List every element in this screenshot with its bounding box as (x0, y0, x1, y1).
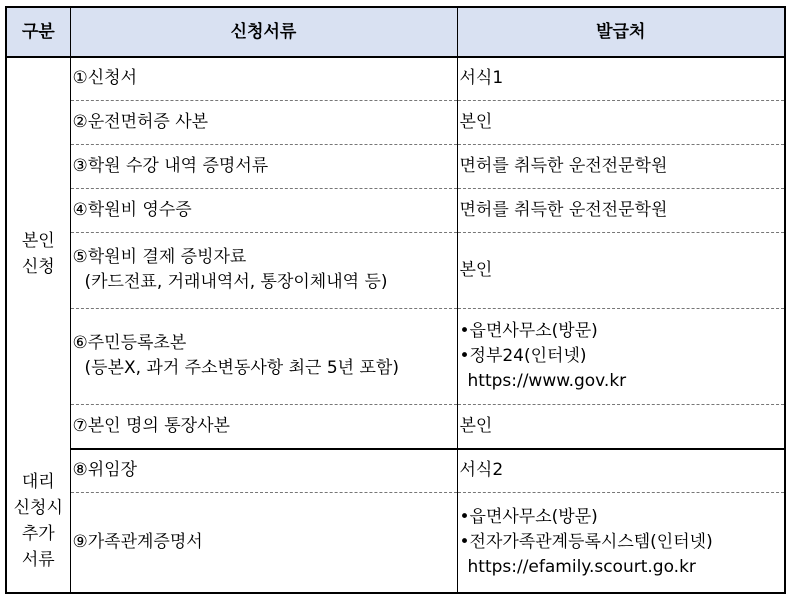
issuer-cell: 본인 (457, 232, 785, 308)
doc-cell: ⑧위임장 (70, 449, 457, 492)
doc-cell: ④학원비 영수증 (70, 188, 457, 232)
doc-cell: ⑦본인 명의 통장사본 (70, 404, 457, 449)
header-row (6, 7, 785, 57)
header-category: 구분 (6, 7, 70, 57)
issuer-cell: •읍면사무소(방문) •정부24(인터넷) https://www.gov.kr (457, 308, 785, 404)
efamily-url-link[interactable]: https://efamily.scourt.go.kr (467, 556, 696, 577)
issuer-cell: 면허를 취득한 운전전문학원 (457, 188, 785, 232)
table-row (6, 100, 785, 144)
table-row (6, 404, 785, 449)
doc-cell: ⑥주민등록초본 (등본X, 과거 주소변동사항 최근 5년 포함) (70, 308, 457, 404)
doc-cell: ②운전면허증 사본 (70, 100, 457, 144)
document-table (5, 6, 786, 594)
doc-cell: ①신청서 (70, 57, 457, 100)
header-documents: 신청서류 (70, 7, 457, 57)
table-row (6, 492, 785, 593)
table-row (6, 144, 785, 188)
issuer-cell: 서식2 (457, 449, 785, 492)
issuer-cell: •읍면사무소(방문) •전자가족관계등록시스템(인터넷) https://efamily.scourt.go.kr (457, 492, 785, 593)
issuer-cell: 본인 (457, 404, 785, 449)
issuer-cell: 면허를 취득한 운전전문학원 (457, 144, 785, 188)
table-row (6, 188, 785, 232)
doc-cell: ③학원 수강 내역 증명서류 (70, 144, 457, 188)
doc-cell: ⑨가족관계증명서 (70, 492, 457, 593)
table-row (6, 57, 785, 100)
header-issuer: 발급처 (457, 7, 785, 57)
issuer-cell: 서식1 (457, 57, 785, 100)
doc-cell: ⑤학원비 결제 증빙자료 (카드전표, 거래내역서, 통장이체내역 등) (70, 232, 457, 308)
category-proxy: 대리 신청시 추가 서류 (6, 449, 70, 593)
gov-url-link[interactable]: https://www.gov.kr (467, 370, 627, 391)
table-row (6, 449, 785, 492)
category-self: 본인 신청 (6, 57, 70, 449)
table-row (6, 308, 785, 404)
issuer-cell: 본인 (457, 100, 785, 144)
table-row (6, 232, 785, 308)
